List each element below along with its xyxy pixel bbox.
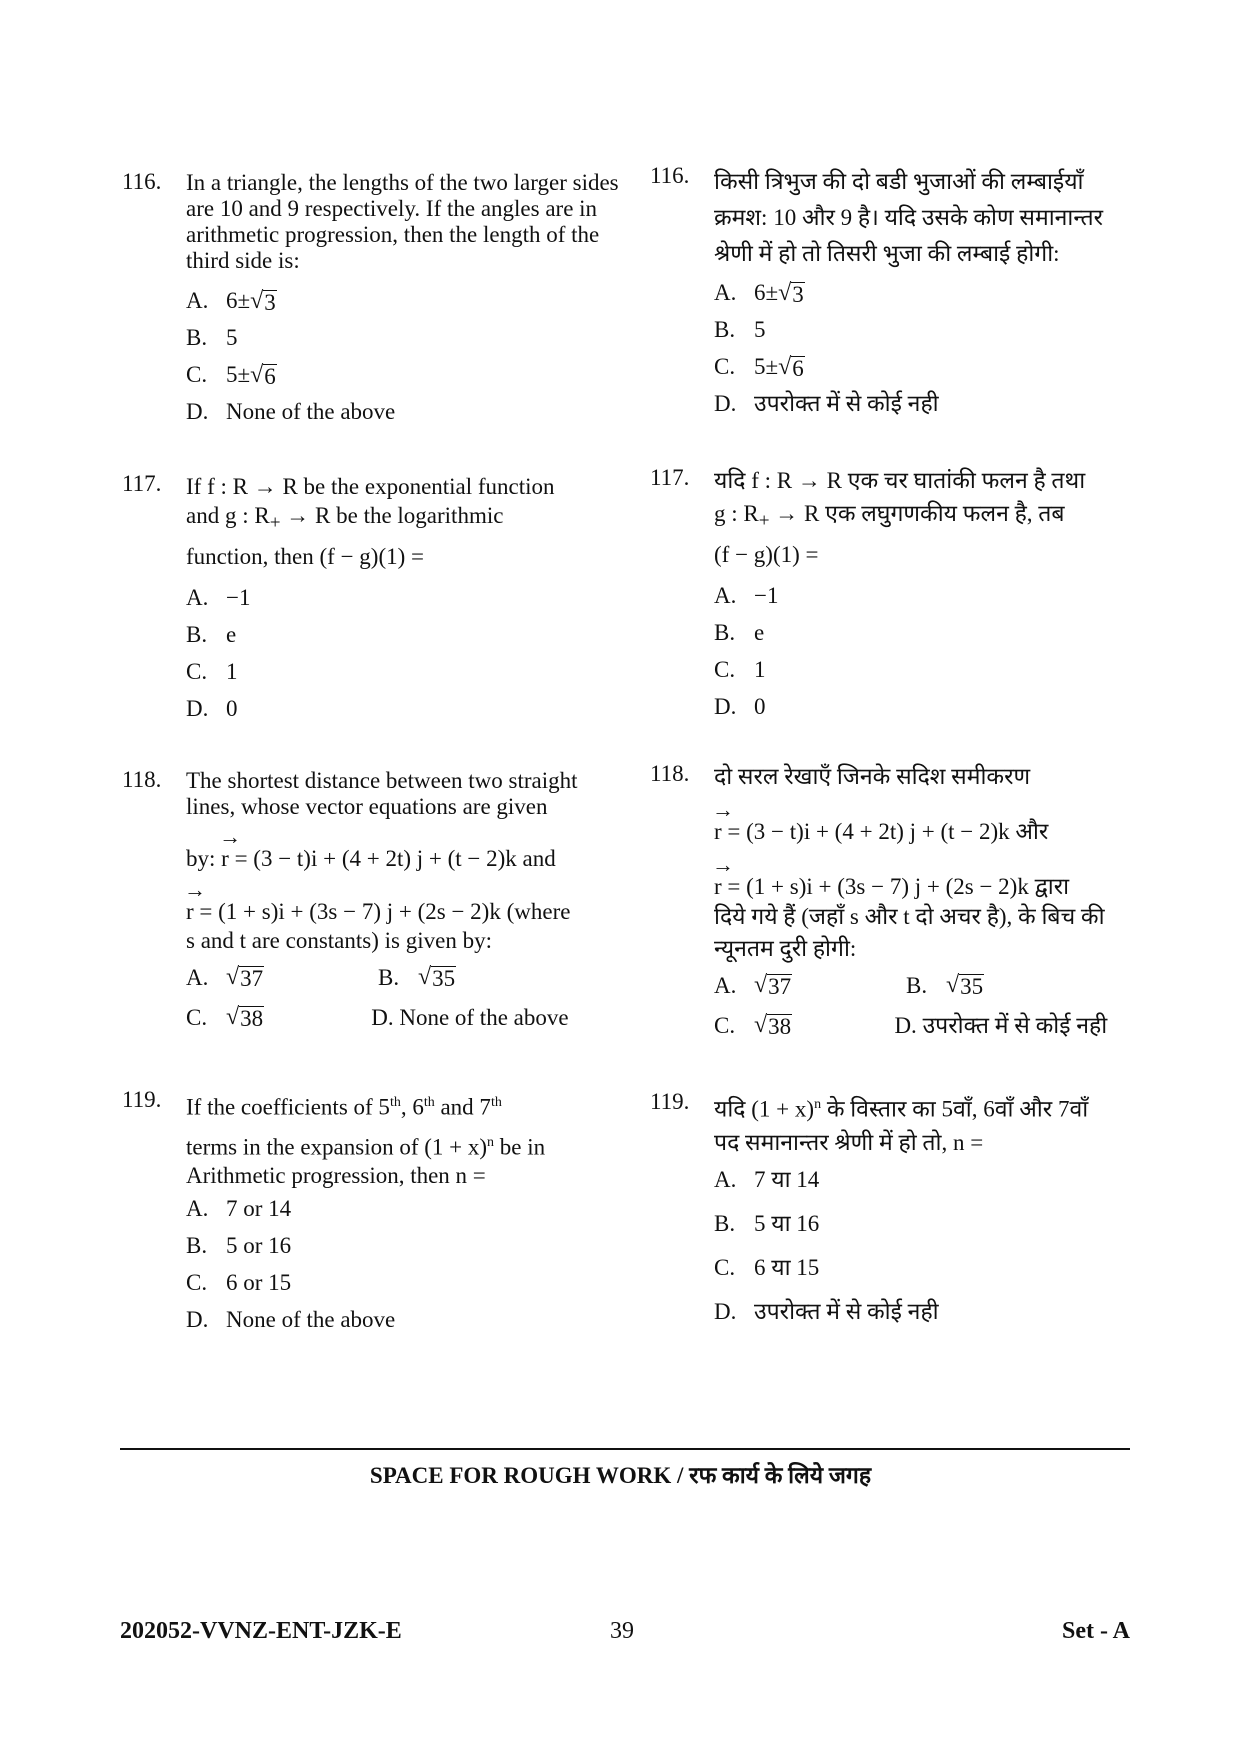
question-119-en [122, 1088, 622, 1342]
page-number: 39 [610, 1618, 634, 1644]
question-text: दो सरल रेखाएँ जिनके सदिश समीकरण [714, 764, 1031, 789]
option-d: D. उपरोक्त में से कोई नही [714, 391, 939, 416]
question-line-3: function, then (f − g)(1) = [186, 543, 424, 569]
question-line-1: If f : R → R be the exponential function [186, 474, 555, 499]
question-text: In a triangle, the lengths of the two larger sides are 10 and 9 respectively. If the angles are in arithmetic progression, then the length of the third side is: [186, 170, 619, 273]
question-line-1: यदि f : R → R एक चर घातांकी फलन है तथा [714, 468, 1086, 493]
option-a: A. 7 या 14 [714, 1166, 820, 1192]
rough-work-heading: SPACE FOR ROUGH WORK / रफ कार्य के लिये जगह [369, 1463, 872, 1488]
option-d: D. None of the above [186, 1307, 396, 1333]
options-row-1 [186, 963, 622, 1003]
option-d: D. उपरोक्त में से कोई नही [714, 1298, 939, 1324]
question-line-2: g : $R_+ \to R$ एक लघुगणकीय फलन है, तब [714, 501, 1065, 532]
question-line-2: पद समानान्तर श्रेणी में हो तो, n = [714, 1129, 984, 1155]
question-number: 116. [122, 169, 162, 194]
option-c: C. √ 38 [714, 1012, 792, 1039]
vector-equation-1: by: → r = (3 − t)i + (4 + 2t) j + (t − 2)k and [186, 844, 622, 873]
divider-line [120, 1448, 1130, 1450]
question-tail: s and t are constants) is given by: [186, 928, 492, 953]
question-117-en [122, 472, 622, 762]
option-a: A. √ 37 [714, 972, 792, 999]
paper-code: 202052-VVNZ-ENT-JZK-E [120, 1618, 402, 1644]
vector-equation-1: → r = (3 − t)i + (4 + 2t) j + (t − 2)k और [714, 817, 1120, 846]
option-d: D. None of the above [371, 1005, 569, 1030]
options-row-2 [714, 1011, 1120, 1051]
option-b: B. √ 35 [906, 972, 984, 999]
question-118-en [122, 768, 622, 1088]
option-b: B. e [714, 619, 765, 645]
question-number: 117. [650, 465, 690, 490]
option-c: C. 1 [186, 658, 238, 684]
option-c: C. 6 or 15 [186, 1270, 292, 1296]
option-d: D. None of the above [186, 399, 396, 424]
set-label: Set - A [1062, 1618, 1130, 1644]
question-line-3: (f − g)(1) = [714, 541, 819, 567]
option-b: B. 5 या 16 [714, 1210, 820, 1236]
question-line-2: terms in the expansion of $(1 + x)^n$ be in [186, 1134, 546, 1160]
question-tail: दिये गये हैं (जहाँ s और t दो अचर है), के बिच की न्यूनतम दुरी होगी: [714, 904, 1105, 961]
question-line-2: and g : $R_+ \to R$ be the logarithmic [186, 503, 504, 534]
option-a: A. 7 or 14 [186, 1196, 292, 1222]
question-line-1: If the coefficients of 5th, 6th and 7th [186, 1094, 502, 1120]
option-a: A. −1 [714, 582, 779, 608]
option-c: C. 6 या 15 [714, 1254, 820, 1280]
english-column [122, 170, 622, 1342]
options-row-1 [714, 971, 1120, 1011]
hindi-column [650, 163, 1120, 1341]
option-a: A. √ 37 [186, 964, 264, 991]
option-b: B. 5 [186, 325, 238, 350]
question-number: 116. [650, 163, 690, 188]
question-text: The shortest distance between two straight lines, whose vector equations are given [186, 768, 578, 819]
question-number: 118. [650, 761, 690, 786]
question-number: 117. [122, 471, 162, 496]
question-119-hi [650, 1090, 1120, 1341]
question-118-hi [650, 762, 1120, 1082]
option-c: C. √ 38 [186, 1004, 264, 1031]
option-b: B. 5 or 16 [186, 1233, 292, 1259]
options-row-2 [186, 1003, 622, 1043]
option-b: B. 5 [714, 317, 766, 342]
question-116-hi [650, 164, 1120, 452]
option-d: D. 0 [714, 693, 766, 719]
option-b: B. e [186, 621, 237, 647]
question-117-hi [650, 466, 1120, 756]
option-d: D. उपरोक्त में से कोई नही [894, 1013, 1108, 1038]
option-b: B. √ 35 [378, 964, 456, 991]
question-116-en [122, 170, 622, 458]
option-a: A. −1 [186, 584, 251, 610]
question-number: 119. [650, 1089, 690, 1114]
option-a: A. 6± √ 3 [714, 280, 804, 307]
option-a: A. 6± √ 3 [186, 288, 276, 315]
question-number: 119. [122, 1087, 162, 1112]
vector-equation-2: → r = (1 + s)i + (3s − 7) j + (2s − 2)k द्वारा [714, 872, 1120, 901]
option-c: C. 1 [714, 656, 766, 682]
option-d: D. 0 [186, 695, 238, 721]
option-c: C. 5± √ 6 [186, 362, 276, 389]
option-c: C. 5± √ 6 [714, 354, 804, 381]
question-text: किसी त्रिभुज की दो बडी भुजाओं की लम्बाईयाँ क्रमश: 10 और 9 है। यदि उसके कोण समानान्तर श्रेणी में हो तो तिसरी भुजा की लम्बाई होगी: [714, 169, 1103, 266]
question-line-1: यदि $(1 + x)^n$ के विस्तार का 5वाँ, 6वाँ और 7वाँ [714, 1096, 1089, 1122]
question-line-3: Arithmetic progression, then n = [186, 1163, 486, 1189]
question-number: 118. [122, 767, 162, 792]
vector-equation-2: → r = (1 + s)i + (3s − 7) j + (2s − 2)k (where [186, 897, 622, 926]
